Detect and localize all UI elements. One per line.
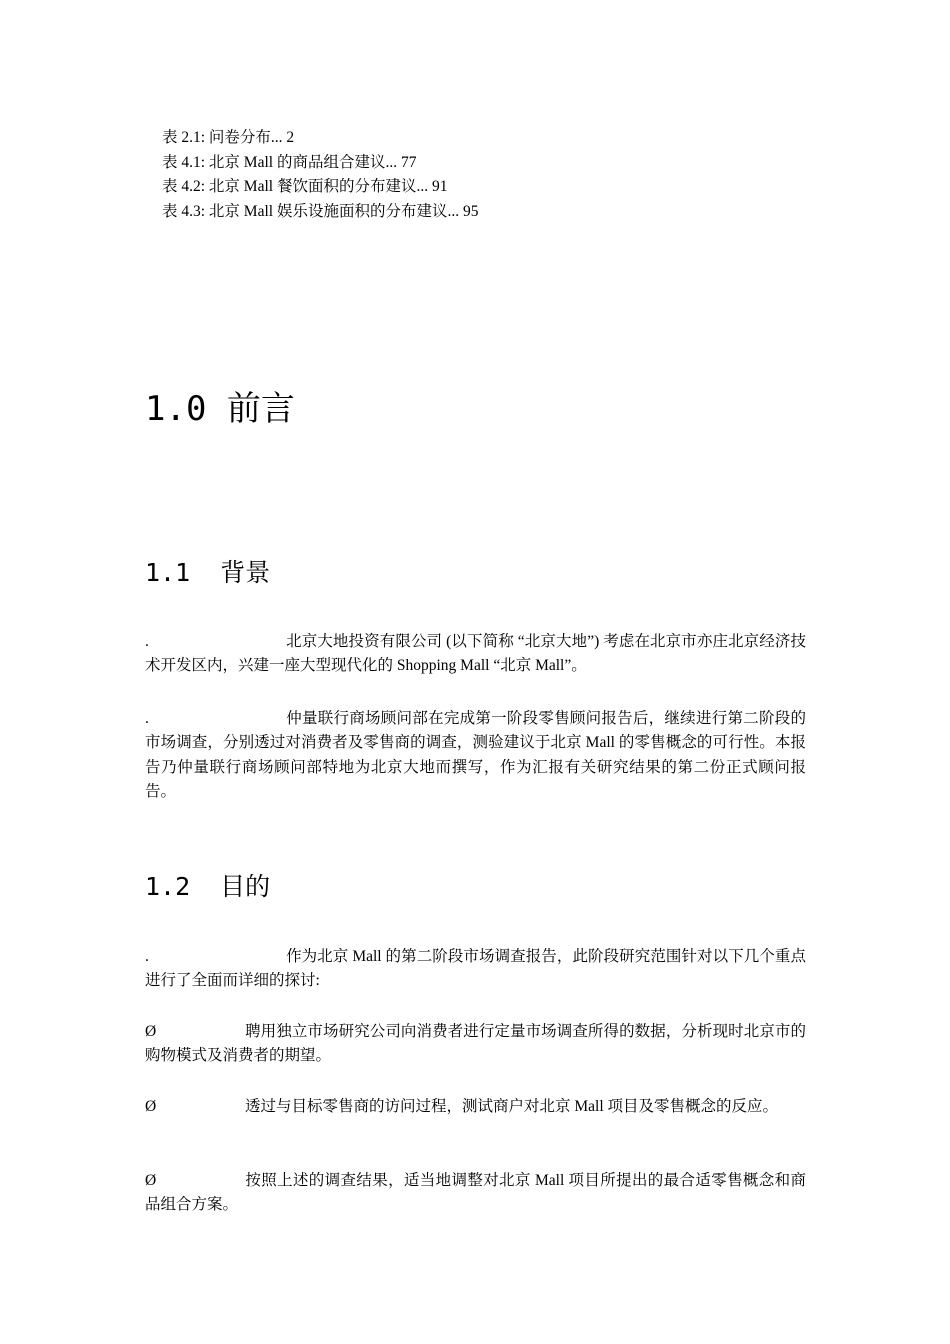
purpose-bullet-2 bbox=[145, 1095, 806, 1119]
toc-entry-table-2-1: 表 2.1: 问卷分布... 2 bbox=[162, 129, 295, 146]
paragraph-marker: . bbox=[145, 710, 149, 727]
toc-entry-table-4-1: 表 4.1: 北京 Mall 的商品组合建议... 77 bbox=[162, 153, 417, 171]
chapter-title: 前言 bbox=[226, 389, 295, 429]
chapter-heading bbox=[145, 386, 295, 432]
bullet-text: 聘用独立市场研究公司向消费者进行定量市场调查所得的数据，分析现时北京市的购物模式及消费者的期望。 bbox=[145, 1023, 806, 1065]
bullet-arrow-icon: Ø bbox=[145, 1172, 157, 1189]
bullet-text: 按照上述的调查结果，适当地调整对北京 Mall 项目所提出的最合适零售概念和商品组合方案。 bbox=[145, 1172, 806, 1214]
purpose-bullet-3 bbox=[145, 1169, 806, 1218]
paragraph-text: 北京大地投资有限公司 (以下简称 “北京大地”) 考虑在北京市亦庄北京经济技术开发区内，兴建一座大型现代化的 Shopping Mall “北京 Mall”。 bbox=[145, 633, 806, 675]
paragraph-marker: . bbox=[145, 948, 149, 965]
bullet-arrow-icon: Ø bbox=[145, 1098, 157, 1115]
paragraph-marker: . bbox=[145, 633, 149, 650]
table-list bbox=[162, 126, 478, 224]
bullet-text: 透过与目标零售商的访问过程，测试商户对北京 Mall 项目及零售概念的反应。 bbox=[245, 1098, 779, 1115]
section-heading-background bbox=[145, 556, 270, 590]
toc-entry-table-4-3: 表 4.3: 北京 Mall 娱乐设施面积的分布建议... 95 bbox=[162, 202, 479, 220]
paragraph-text: 仲量联行商场顾问部在完成第一阶段零售顾问报告后，继续进行第二阶段的市场调查，分别透过对消费者及零售商的调查，测验建议于北京 Mall 的零售概念的可行性。本报告乃仲量联行商场顾问部特地为北京大地而撰写，作为汇报有关研究结果的第二份正式顾问报告。 bbox=[145, 710, 806, 801]
section-title: 背景 bbox=[220, 558, 271, 587]
bullet-arrow-icon: Ø bbox=[145, 1023, 157, 1040]
paragraph-text: 作为北京 Mall 的第二阶段市场调查报告，此阶段研究范围针对以下几个重点进行了全面而详细的探讨: bbox=[145, 948, 806, 990]
chapter-number: 1.0 bbox=[145, 389, 207, 429]
section-title: 目的 bbox=[220, 872, 271, 901]
background-paragraph-2 bbox=[145, 707, 806, 805]
section-number: 1.2 bbox=[145, 872, 191, 901]
section-heading-purpose bbox=[145, 870, 270, 904]
purpose-intro-paragraph bbox=[145, 945, 806, 994]
section-number: 1.1 bbox=[145, 558, 191, 587]
purpose-bullet-1 bbox=[145, 1020, 806, 1069]
toc-entry-table-4-2: 表 4.2: 北京 Mall 餐饮面积的分布建议... 91 bbox=[162, 178, 448, 196]
background-paragraph-1 bbox=[145, 630, 806, 679]
